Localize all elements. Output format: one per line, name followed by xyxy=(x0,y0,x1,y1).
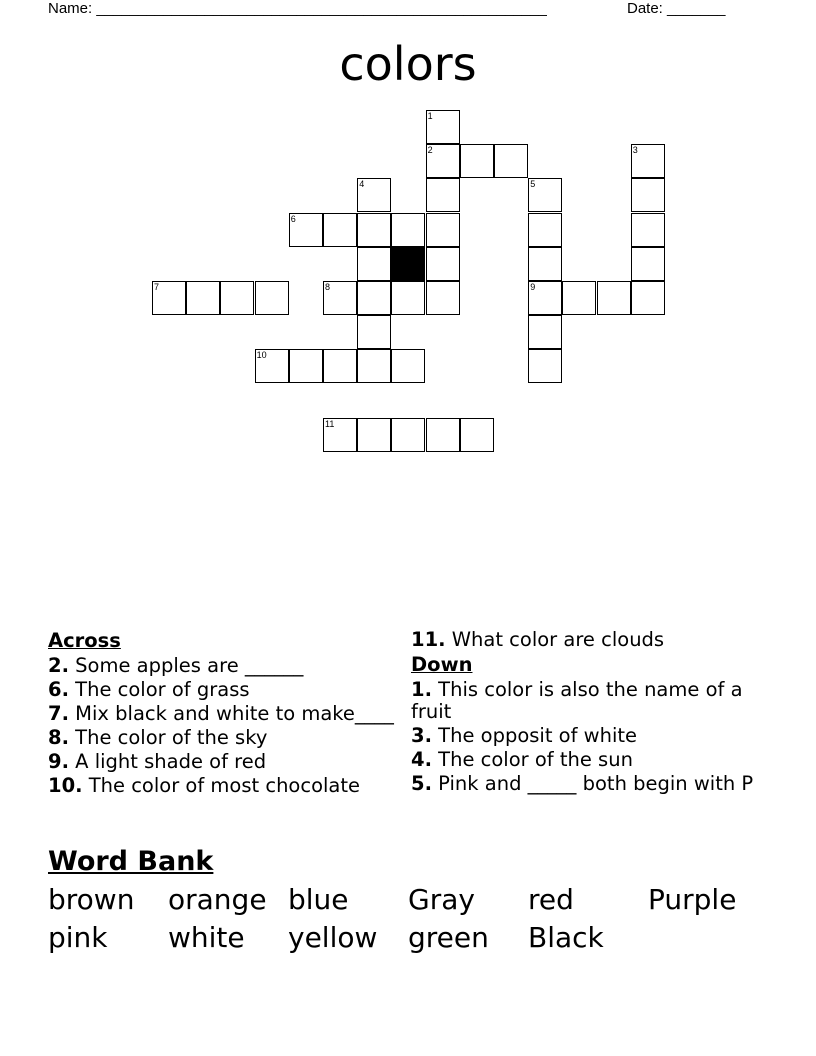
crossword-cell[interactable] xyxy=(289,213,323,247)
crossword-cell[interactable] xyxy=(631,281,665,315)
crossword-cell[interactable] xyxy=(391,281,425,315)
word-bank xyxy=(48,882,768,956)
crossword-cell[interactable] xyxy=(426,247,460,281)
crossword-cell[interactable] xyxy=(357,418,391,452)
clue-number: 8 xyxy=(325,282,331,292)
crossword-cell[interactable] xyxy=(528,349,562,383)
crossword-cell[interactable] xyxy=(357,315,391,349)
crossword-cell[interactable] xyxy=(460,418,494,452)
across-clues xyxy=(48,629,398,799)
word-bank-item: orange xyxy=(168,883,267,916)
crossword-cell[interactable] xyxy=(323,418,357,452)
crossword-cell[interactable] xyxy=(426,144,460,178)
crossword-cell[interactable] xyxy=(391,418,425,452)
clue-number: 1 xyxy=(427,111,433,121)
clue-number: 10 xyxy=(256,350,267,361)
crossword-cell[interactable] xyxy=(323,281,357,315)
crossword-cell[interactable] xyxy=(391,213,425,247)
name-field[interactable]: Name: ______________________________________________________ xyxy=(48,0,547,17)
word-bank-item: brown xyxy=(48,883,135,916)
crossword-cell[interactable] xyxy=(357,349,391,383)
crossword-cell[interactable] xyxy=(255,281,289,315)
crossword-cell[interactable] xyxy=(460,144,494,178)
crossword-cell[interactable] xyxy=(220,281,254,315)
crossword-cell[interactable] xyxy=(323,213,357,247)
crossword-cell[interactable] xyxy=(631,144,665,178)
word-bank-item: red xyxy=(528,883,574,916)
crossword-cell[interactable] xyxy=(528,213,562,247)
crossword-cell[interactable] xyxy=(357,178,391,212)
clue-number: 11 xyxy=(325,418,335,429)
clue-number: 3 xyxy=(632,145,638,156)
crossword-cell[interactable] xyxy=(426,418,460,452)
crossword-cell[interactable] xyxy=(631,213,665,247)
crossword-cell[interactable] xyxy=(631,178,665,212)
word-bank-item: Purple xyxy=(648,883,737,916)
crossword-cell[interactable] xyxy=(631,247,665,281)
clue-number: 6 xyxy=(290,213,296,224)
clue-number: 7 xyxy=(154,282,160,292)
crossword-cell[interactable] xyxy=(357,213,391,247)
clue-across-6: 6. The color of grass xyxy=(48,678,250,701)
crossword-cell[interactable] xyxy=(494,144,528,178)
across-heading: Across xyxy=(48,629,121,652)
word-bank-title: Word Bank xyxy=(48,846,214,877)
clue-number: 4 xyxy=(359,179,365,190)
crossword-cell[interactable] xyxy=(528,178,562,212)
crossword-cell[interactable] xyxy=(357,247,391,281)
clue-down-1: 1. This color is also the name of a fruit xyxy=(411,678,743,723)
crossword-cell[interactable] xyxy=(528,281,562,315)
down-heading: Down xyxy=(411,653,473,676)
crossword-cell[interactable] xyxy=(186,281,220,315)
word-bank-item: yellow xyxy=(288,921,378,954)
clue-down-5: 5. Pink and _____ both begin with P xyxy=(411,772,754,795)
clue-across-9: 9. A light shade of red xyxy=(48,750,267,773)
crossword-cell[interactable] xyxy=(426,281,460,315)
crossword-cell[interactable] xyxy=(357,281,391,315)
word-bank-item: Gray xyxy=(408,883,475,916)
crossword-cell[interactable] xyxy=(255,349,289,383)
crossword-block xyxy=(391,247,425,281)
down-clues xyxy=(411,629,761,797)
word-bank-item: green xyxy=(408,921,489,954)
crossword-cell[interactable] xyxy=(528,247,562,281)
crossword-cell[interactable] xyxy=(528,315,562,349)
clue-number: 2 xyxy=(427,145,433,156)
clue-number: 9 xyxy=(530,282,536,292)
clue-across-10: 10. The color of most chocolate xyxy=(48,774,361,797)
word-bank-item: pink xyxy=(48,921,108,954)
clue-across-7: 7. Mix black and white to make____ xyxy=(48,702,394,725)
crossword-cell[interactable] xyxy=(289,349,323,383)
crossword-grid xyxy=(0,0,816,470)
date-field[interactable]: Date: _______ xyxy=(627,0,726,17)
page-title: colors xyxy=(339,37,477,91)
clue-across-2: 2. Some apples are ______ xyxy=(48,654,304,677)
crossword-cell[interactable] xyxy=(426,110,460,144)
crossword-cell[interactable] xyxy=(426,178,460,212)
clue-across-8: 8. The color of the sky xyxy=(48,726,268,749)
crossword-cell[interactable] xyxy=(152,281,186,315)
clue-number: 5 xyxy=(530,179,536,190)
crossword-cell[interactable] xyxy=(391,349,425,383)
word-bank-item: Black xyxy=(528,921,604,954)
word-bank-item: blue xyxy=(288,883,349,916)
word-bank-item: white xyxy=(168,921,245,954)
crossword-cell[interactable] xyxy=(562,281,596,315)
crossword-cell[interactable] xyxy=(323,349,357,383)
crossword-cell[interactable] xyxy=(426,213,460,247)
clue-down-4: 4. The color of the sun xyxy=(411,748,633,771)
crossword-cell[interactable] xyxy=(597,281,631,315)
clue-across-11: 11. What color are clouds xyxy=(411,628,665,651)
clue-down-3: 3. The opposit of white xyxy=(411,724,638,747)
